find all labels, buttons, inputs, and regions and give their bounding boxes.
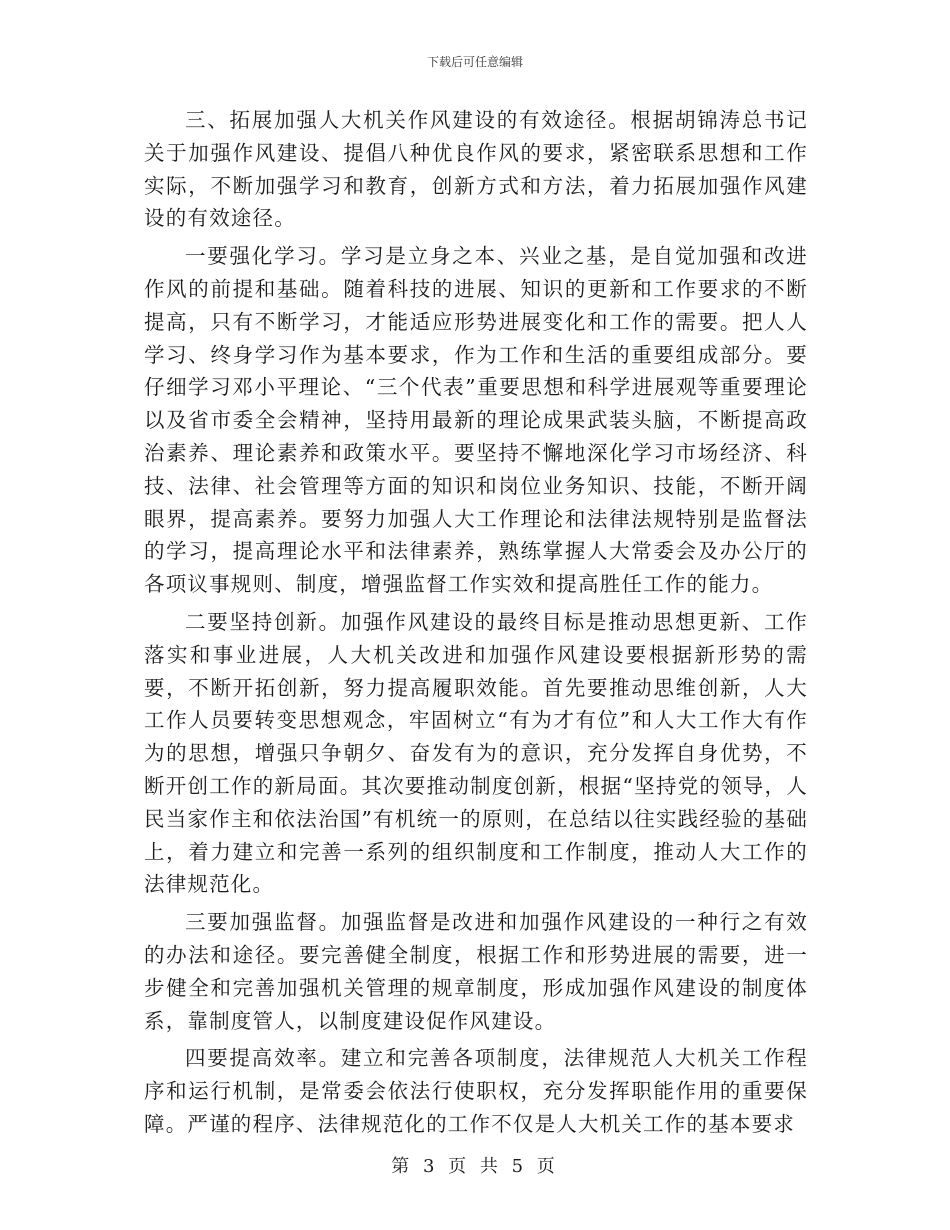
document-body bbox=[144, 104, 808, 1146]
page-number: 第 3 页 共 5 页 bbox=[391, 1156, 559, 1177]
paragraph-strengthen-learning: 一要强化学习。学习是立身之本、兴业之基，是自觉加强和改进作风的前提和基础。随着科技的进展、知识的更新和工作要求的不断提高，只有不断学习，才能适应形势进展变化和工作的需要。把人人学习、终身学习作为基本要求，作为工作和生活的重要组成部分。要仔细学习邓小平理论、“三个代表”重要思想和科学进展观等重要理论以及省市委全会精神，坚持用最新的理论成果武装头脑，不断提高政治素养、理论素养和政策水平。要坚持不懈地深化学习市场经济、科技、法律、社会管理等方面的知识和岗位业务知识、技能，不断开阔眼界，提高素养。要努力加强人大工作理论和法律法规特别是监督法的学习，提高理论水平和法律素养，熟练掌握人大常委会及办公厅的各项议事规则、制度，增强监督工作实效和提高胜任工作的能力。 bbox=[144, 244, 808, 597]
paragraph-innovation: 二要坚持创新。加强作风建设的最终目标是推动思想更新、工作落实和事业进展，人大机关改进和加强作风建设要根据新形势的需要，不断开拓创新，努力提高履职效能。首先要推动思维创新，人大工作人员要转变思想观念，牢固树立“有为才有位”和人大工作大有作为的思想，增强只争朝夕、奋发有为的意识，充分发挥自身优势，不断开创工作的新局面。其次要推动制度创新，根据“坚持党的领导，人民当家作主和依法治国”有机统一的原则，在总结以往实践经验的基础上，着力建立和完善一系列的组织制度和工作制度，推动人大工作的法律规范化。 bbox=[144, 609, 808, 897]
paragraph-efficiency: 四要提高效率。建立和完善各项制度，法律规范人大机关工作程序和运行机制，是常委会依法行使职权，充分发挥职能作用的重要保障。严谨的程序、法律规范化的工作不仅是人大机关工作的基本要求 bbox=[144, 1046, 808, 1136]
paragraph-supervision: 三要加强监督。加强监督是改进和加强作风建设的一种行之有效的办法和途径。要完善健全制度，根据工作和形势进展的需要，进一步健全和完善加强机关管理的规章制度，形成加强作风建设的制度体系，靠制度管人，以制度建设促作风建设。 bbox=[144, 910, 808, 1033]
page-header: 下载后可任意编辑 bbox=[426, 55, 523, 69]
paragraph-section-three: 三、拓展加强人大机关作风建设的有效途径。根据胡锦涛总书记关于加强作风建设、提倡八种优良作风的要求，紧密联系思想和工作实际，不断加强学习和教育，创新方式和方法，着力拓展加强作风建设的有效途径。 bbox=[144, 108, 808, 231]
